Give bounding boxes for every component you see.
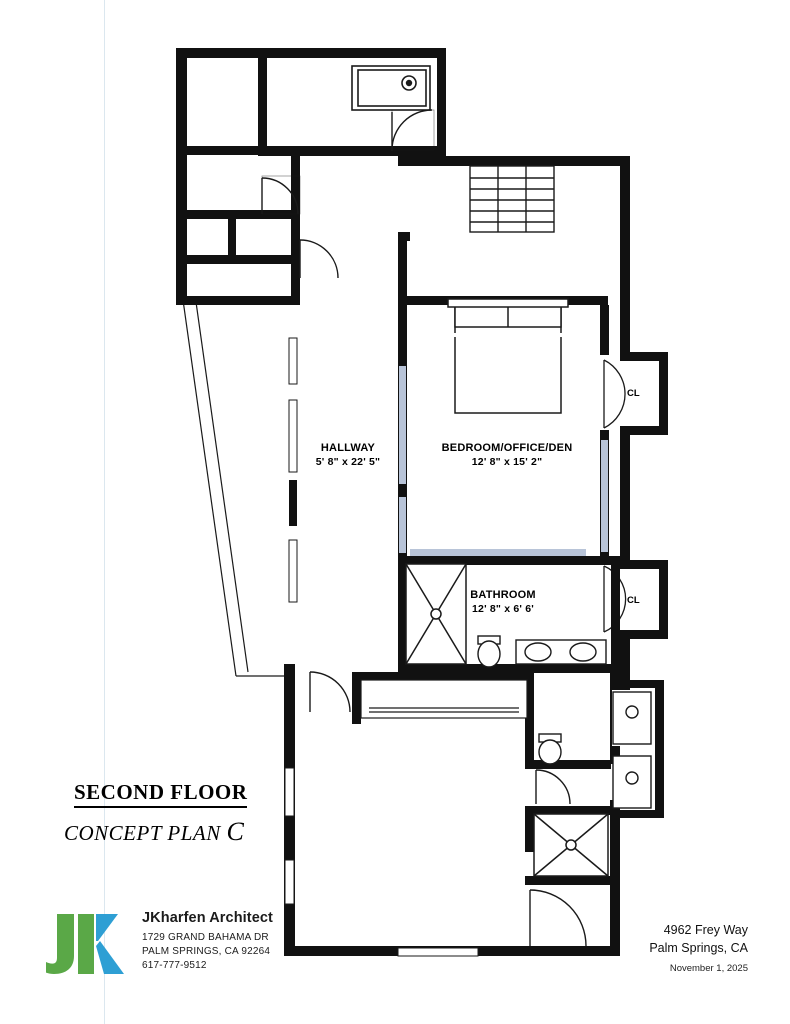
- door-swings-upper-left: [262, 110, 434, 278]
- sheet-title: SECOND FLOOR: [74, 780, 247, 808]
- toilet-upper: [478, 636, 500, 667]
- lower-storage-lines: [361, 680, 527, 718]
- staircase: [470, 166, 554, 232]
- room-label-bathroom: [428, 589, 578, 616]
- project-address-line1: 4962 Frey Way: [663, 923, 748, 937]
- room-name: BATHROOM: [470, 589, 536, 601]
- toilet-lower: [539, 734, 561, 764]
- room-dims: 12' 8" x 15' 2": [471, 455, 543, 468]
- sheet-plan-letter: C: [226, 817, 245, 846]
- firm-address-line1: 1729 GRAND BAHAMA DR: [142, 932, 269, 943]
- project-date: November 1, 2025: [669, 962, 748, 974]
- firm-block: [44, 908, 344, 988]
- closet-label-lower: CL: [627, 595, 640, 606]
- sheet-subtitle: [64, 817, 320, 847]
- bed-furniture: [448, 299, 568, 413]
- project-info: [518, 922, 748, 974]
- room-name: HALLWAY: [320, 442, 376, 454]
- laundry-fixture: [352, 66, 430, 110]
- firm-address: [142, 931, 352, 972]
- firm-name: JKharfen Architect: [142, 910, 273, 926]
- firm-phone: 617-777-9512: [142, 959, 207, 971]
- room-label-bedroom: [412, 442, 602, 469]
- project-address-line2: Palm Springs, CA: [649, 940, 748, 955]
- title-block: [60, 780, 320, 847]
- room-dims: 12' 8" x 6' 6': [472, 602, 534, 615]
- firm-address-line2: PALM SPRINGS, CA 92264: [142, 945, 271, 957]
- closet-upper-door: [604, 360, 625, 428]
- jk-monogram-logo: [44, 908, 130, 980]
- room-dims: 5' 8" x 22' 5": [315, 455, 381, 468]
- room-name: BEDROOM/OFFICE/DEN: [441, 442, 573, 454]
- vanity-sinks: [516, 640, 606, 664]
- sheet-subtitle-text: CONCEPT PLAN: [64, 821, 221, 845]
- firm-info: [142, 910, 352, 972]
- shower-lower: [534, 814, 608, 876]
- room-label-hallway: [286, 442, 410, 469]
- exterior-guide-lines: [183, 300, 290, 676]
- closet-label-upper: CL: [627, 388, 640, 399]
